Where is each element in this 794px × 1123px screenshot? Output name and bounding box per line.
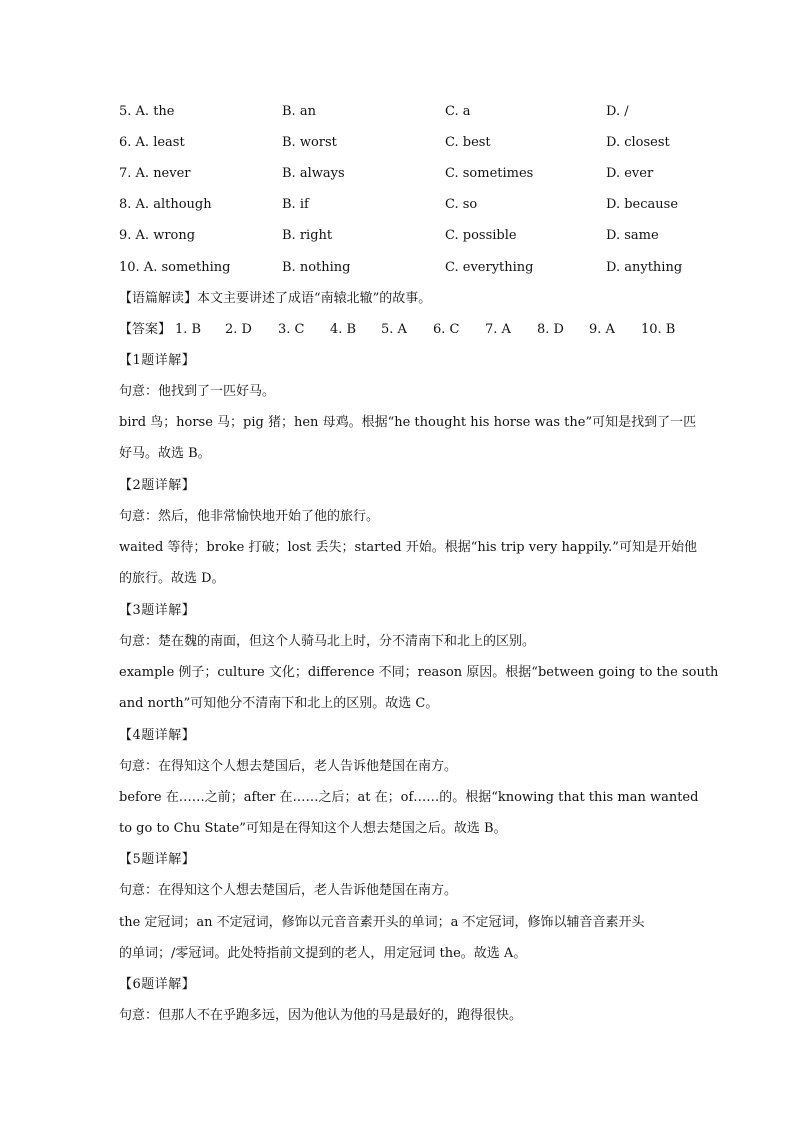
- explanation-line: waited 等待；broke 打破；lost 丢失；started 开始。根据“his trip very happily.”可知是开始他: [119, 540, 697, 555]
- answer-key: [119, 321, 679, 339]
- option-d: D. because: [606, 197, 679, 212]
- option-c: C. everything: [445, 260, 534, 275]
- answer-item: 6. C: [433, 322, 460, 337]
- option-d: D. anything: [606, 260, 683, 275]
- option-row-9: [0, 227, 794, 245]
- explanation-line: bird 鸟；horse 马；pig 猪；hen 母鸡。根据“he thought his horse was the”可知是找到了一匹: [119, 415, 697, 430]
- explanation-line: example 例子；culture 文化；difference 不同；reason 原因。根据“between going to the south: [119, 665, 719, 680]
- passage-summary: 【语篇解读】本文主要讲述了成语“南辕北辙”的故事。: [119, 291, 432, 306]
- option-row-10: [0, 259, 794, 277]
- explanation-line: 句意：他找到了一匹好马。: [119, 384, 276, 399]
- option-b: B. an: [282, 104, 316, 119]
- option-row-8: [0, 196, 794, 214]
- answer-item: 7. A: [485, 322, 511, 337]
- option-d: D. /: [606, 104, 629, 119]
- option-c: C. a: [445, 104, 471, 119]
- option-d: D. closest: [606, 135, 670, 150]
- option-row-5: [0, 103, 794, 121]
- answer-item: 9. A: [589, 322, 615, 337]
- option-a: 5. A. the: [119, 104, 175, 119]
- option-a: 8. A. although: [119, 197, 212, 212]
- explanation-line: 的单词；/零冠词。此处特指前文提到的老人，用定冠词 the。故选 A。: [119, 946, 527, 961]
- explanation-heading: 【3题详解】: [119, 603, 196, 618]
- explanation-line: 句意：然后，他非常愉快地开始了他的旅行。: [119, 509, 380, 524]
- answer-item: 8. D: [537, 322, 564, 337]
- explanation-line: 好马。故选 B。: [119, 446, 211, 461]
- explanation-line: before 在……之前；after 在……之后；at 在；of……的。根据“knowing that this man wanted: [119, 790, 699, 805]
- option-b: B. worst: [282, 135, 337, 150]
- explanation-line: 句意：在得知这个人想去楚国后，老人告诉他楚国在南方。: [119, 883, 458, 898]
- answer-item: 1. B: [175, 322, 202, 337]
- option-b: B. nothing: [282, 260, 351, 275]
- explanation-line: to go to Chu State”可知是在得知这个人想去楚国之后。故选 B。: [119, 821, 507, 836]
- option-a: 10. A. something: [119, 260, 231, 275]
- option-b: B. if: [282, 197, 309, 212]
- option-b: B. always: [282, 166, 345, 181]
- option-a: 9. A. wrong: [119, 228, 196, 243]
- option-row-6: [0, 134, 794, 152]
- explanation-heading: 【4题详解】: [119, 728, 196, 743]
- option-c: C. so: [445, 197, 478, 212]
- explanation-heading: 【2题详解】: [119, 478, 196, 493]
- explanation-line: 的旅行。故选 D。: [119, 571, 225, 586]
- explanation-line: and north”可知他分不清南下和北上的区别。故选 C。: [119, 696, 439, 711]
- option-c: C. possible: [445, 228, 517, 243]
- option-d: D. same: [606, 228, 659, 243]
- option-c: C. sometimes: [445, 166, 534, 181]
- answer-item: 3. C: [278, 322, 305, 337]
- option-c: C. best: [445, 135, 491, 150]
- answer-item: 2. D: [225, 322, 252, 337]
- option-a: 6. A. least: [119, 135, 185, 150]
- answer-item: 5. A: [381, 322, 407, 337]
- answer-label: 【答案】: [119, 322, 172, 337]
- explanation-line: 句意：在得知这个人想去楚国后，老人告诉他楚国在南方。: [119, 759, 458, 774]
- option-d: D. ever: [606, 166, 654, 181]
- answer-item: 4. B: [330, 322, 357, 337]
- explanation-line: 句意：楚在魏的南面，但这个人骑马北上时，分不清南下和北上的区别。: [119, 634, 536, 649]
- answer-item: 10. B: [641, 322, 676, 337]
- explanation-heading: 【5题详解】: [119, 852, 196, 867]
- explanation-heading: 【6题详解】: [119, 977, 196, 992]
- option-b: B. right: [282, 228, 333, 243]
- option-row-7: [0, 165, 794, 183]
- explanation-line: the 定冠词；an 不定冠词，修饰以元音音素开头的单词；a 不定冠词，修饰以辅音音素开头: [119, 915, 645, 930]
- option-a: 7. A. never: [119, 166, 191, 181]
- explanation-heading: 【1题详解】: [119, 353, 196, 368]
- explanation-line: 句意：但那人不在乎跑多远，因为他认为他的马是最好的，跑得很快。: [119, 1008, 523, 1023]
